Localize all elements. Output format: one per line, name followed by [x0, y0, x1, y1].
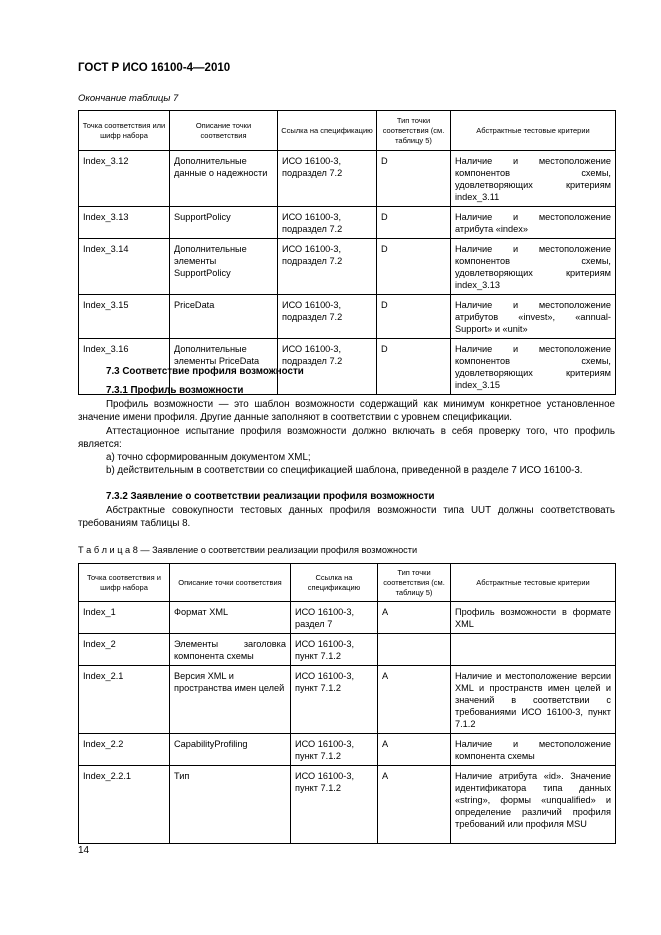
table-header-row [79, 111, 616, 151]
table-row [79, 239, 616, 295]
table-row [79, 602, 616, 634]
cell-description: SupportPolicy [170, 207, 278, 239]
cell-id: Index_2.2 [79, 734, 170, 766]
cell-id: Index_3.14 [79, 239, 170, 295]
cell-reference: ИСО 16100-3, подраздел 7.2 [278, 207, 377, 239]
cell-type: A [378, 666, 451, 734]
cell-criteria: Наличие и местоположение версии XML и пространств имен целей и значений в соответствии с требованиями ИСО 16100-3, пункт 7.1.2 [451, 666, 616, 734]
cell-type: A [378, 602, 451, 634]
cell-criteria: Наличие и местоположение компонентов схемы, удовлетворяющих критериям index_3.11 [451, 151, 616, 207]
cell-description: Формат XML [170, 602, 291, 634]
cell-type: D [377, 239, 451, 295]
cell-criteria: Наличие и местоположение атрибутов «invest», «annual-Support» и «unit» [451, 295, 616, 339]
page-number: 14 [78, 845, 90, 856]
cell-reference: ИСО 16100-3, пункт 7.1.2 [291, 734, 378, 766]
cell-reference: ИСО 16100-3, пункт 7.1.2 [291, 634, 378, 666]
cell-criteria: Наличие и местоположение атрибута «index» [451, 207, 616, 239]
paragraph-attestation: Аттестационное испытание профиля возможности должно включать в себя проверку того, что профиль является: [78, 426, 615, 450]
table-row [79, 766, 616, 844]
column-header: Точка соответствия и шифр набора [79, 564, 170, 602]
table-row [79, 207, 616, 239]
column-header: Точка соответствия или шифр набора [79, 111, 170, 151]
cell-id: Index_3.16 [79, 339, 170, 395]
cell-reference: ИСО 16100-3, раздел 7 [291, 602, 378, 634]
cell-criteria: Наличие атрибута «id». Значение идентификатора типа данных «string», формы «unqualified» и определение различий профиля требований или профиля MSU [451, 766, 616, 844]
cell-criteria: Наличие и местоположение компонентов схемы, удовлетворяющих критериям index_3.13 [451, 239, 616, 295]
column-header: Ссылка на спецификацию [278, 111, 377, 151]
cell-description: Дополнительные элементы SupportPolicy [170, 239, 278, 295]
cell-description: Дополнительные элементы PriceData [170, 339, 278, 395]
cell-id: Index_2.2.1 [79, 766, 170, 844]
cell-description: PriceData [170, 295, 278, 339]
table-row [79, 295, 616, 339]
cell-description: Элементы заголовка компонента схемы [170, 634, 291, 666]
cell-id: Index_3.13 [79, 207, 170, 239]
cell-type: A [378, 734, 451, 766]
section-heading-7-3-1: 7.3.1 Профиль возможности [106, 385, 244, 396]
cell-reference: ИСО 16100-3, подраздел 7.2 [278, 339, 377, 395]
document-header: ГОСТ Р ИСО 16100-4—2010 [78, 62, 231, 74]
cell-id: Index_2.1 [79, 666, 170, 734]
cell-type: A [378, 766, 451, 844]
column-header: Описание точки соответствия [170, 564, 291, 602]
cell-type: D [377, 339, 451, 395]
cell-type [378, 634, 451, 666]
cell-reference: ИСО 16100-3, пункт 7.1.2 [291, 666, 378, 734]
table-row [79, 634, 616, 666]
column-header: Ссылка на спецификацию [291, 564, 378, 602]
paragraph-profile-definition: Профиль возможности — это шаблон возможности содержащий как минимум конкретное установленное значение имени профиля. Другие данные заполняют в соответствии с уровнем спецификации. [78, 399, 615, 423]
cell-type: D [377, 295, 451, 339]
list-item-a: а) точно сформированным документом XML; [106, 452, 311, 463]
cell-description: Дополнительные данные о надежности [170, 151, 278, 207]
cell-criteria: Наличие и местоположение компонентов схемы, удовлетворяющих критериям index_3.15 [451, 339, 616, 395]
cell-type: D [377, 207, 451, 239]
cell-id: Index_1 [79, 602, 170, 634]
cell-description: Версия XML и пространства имен целей [170, 666, 291, 734]
cell-id: Index_3.12 [79, 151, 170, 207]
table-8 [78, 563, 616, 844]
column-header: Тип точки соответствия (см. таблицу 5) [378, 564, 451, 602]
column-header: Тип точки соответствия (см. таблицу 5) [377, 111, 451, 151]
cell-id: Index_2 [79, 634, 170, 666]
cell-reference: ИСО 16100-3, подраздел 7.2 [278, 239, 377, 295]
column-header: Абстрактные тестовые критерии [451, 564, 616, 602]
section-heading-7-3-2: 7.3.2 Заявление о соответствии реализации профиля возможности [106, 491, 435, 502]
cell-reference: ИСО 16100-3, подраздел 7.2 [278, 295, 377, 339]
column-header: Описание точки соответствия [170, 111, 278, 151]
table-8-caption: Т а б л и ц а 8 — Заявление о соответствии реализации профиля возможности [78, 545, 418, 555]
cell-id: Index_3.15 [79, 295, 170, 339]
cell-type: D [377, 151, 451, 207]
section-heading-7-3: 7.3 Соответствие профиля возможности [106, 366, 304, 377]
cell-criteria: Профиль возможности в формате XML [451, 602, 616, 634]
table-7-caption: Окончание таблицы 7 [78, 93, 179, 104]
list-item-b: b) действительным в соответствии со спецификацией шаблона, приведенной в разделе 7 ИСО 16100-3. [106, 465, 583, 476]
column-header: Абстрактные тестовые критерии [451, 111, 616, 151]
cell-description: Тип [170, 766, 291, 844]
table-7 [78, 110, 616, 395]
cell-reference: ИСО 16100-3, пункт 7.1.2 [291, 766, 378, 844]
table-row [79, 666, 616, 734]
table-row [79, 151, 616, 207]
table-row [79, 734, 616, 766]
cell-criteria [451, 634, 616, 666]
paragraph-table-8-requirement: Абстрактные совокупности тестовых данных профиля возможности типа UUT должны соответствовать требованиям таблицы 8. [78, 505, 615, 529]
cell-reference: ИСО 16100-3, подраздел 7.2 [278, 151, 377, 207]
cell-description: CapabilityProfiling [170, 734, 291, 766]
table-header-row [79, 564, 616, 602]
cell-criteria: Наличие и местоположение компонента схемы [451, 734, 616, 766]
